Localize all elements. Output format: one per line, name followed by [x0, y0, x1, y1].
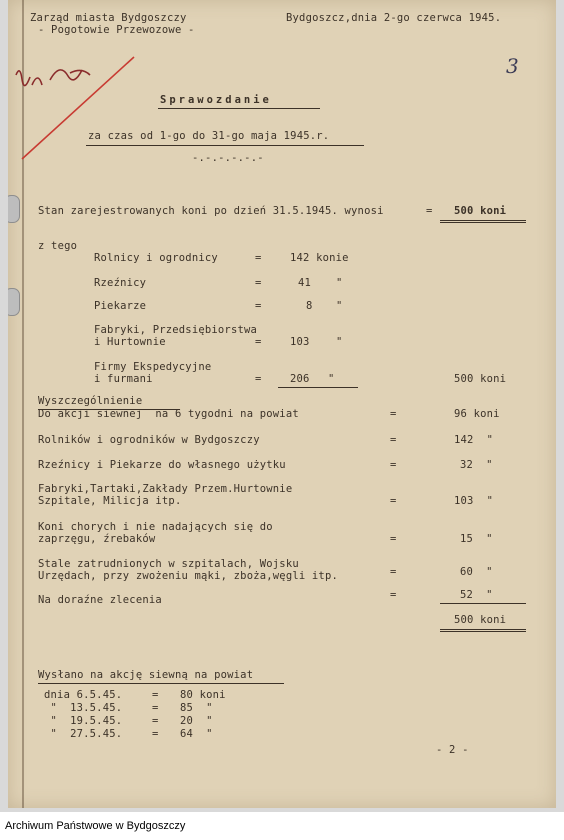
title-underline: [158, 108, 320, 109]
wyslano-heading: Wysłano na akcję siewną na powiat: [38, 669, 254, 681]
detail-value: 52 ": [460, 589, 493, 601]
row-value: 41: [298, 277, 312, 289]
stan-eq: =: [426, 205, 433, 217]
row-label-cont: i Hurtownie: [94, 336, 166, 348]
wyslano-underline: [38, 683, 284, 684]
document-title: Sprawozdanie: [160, 94, 272, 106]
z-tego-heading: z tego: [38, 240, 78, 252]
wyszczegolnienie-heading: Wyszczególnienie: [38, 395, 143, 407]
document-page: [8, 0, 556, 808]
detail-label: Koni chorych i nie nadających się do: [38, 521, 273, 533]
shipment-eq: =: [152, 728, 159, 740]
shipment-value: 85 ": [180, 702, 213, 714]
archive-footer: Archiwum Państwowe w Bydgoszczy: [0, 812, 564, 840]
row-eq: =: [255, 373, 262, 385]
ditto-mark: ": [336, 336, 343, 348]
detail-value: 32 ": [460, 459, 493, 471]
subtotal-underline: [278, 387, 358, 388]
detail-value: 142 ": [454, 434, 494, 446]
detail-label: Fabryki,Tartaki,Zakłady Przem.Hurtownie: [38, 483, 293, 495]
organization-unit: - Pogotowie Przewozowe -: [38, 24, 195, 36]
ditto-mark: ": [328, 373, 335, 385]
shipment-date: " 27.5.45.: [44, 728, 123, 740]
detail-eq: =: [390, 434, 397, 446]
handwritten-annotation: [10, 55, 140, 165]
shipment-value: 64 ": [180, 728, 213, 740]
shipment-date: " 19.5.45.: [44, 715, 123, 727]
page-number: - 2 -: [436, 744, 469, 756]
row-label: Piekarze: [94, 300, 147, 312]
row-label-cont: i furmani: [94, 373, 153, 385]
detail-eq: =: [390, 495, 397, 507]
shipment-value: 80 koni: [180, 689, 226, 701]
detail-label: Rolników i ogrodników w Bydgoszczy: [38, 434, 260, 446]
detail-label-cont: zaprzęgu, źrebaków: [38, 533, 156, 545]
shipment-date: " 13.5.45.: [44, 702, 123, 714]
row-value: 142 konie: [290, 252, 349, 264]
shipment-eq: =: [152, 702, 159, 714]
row-label: Fabryki, Przedsiębiorstwa: [94, 324, 258, 336]
ditto-mark: ": [336, 277, 343, 289]
document-subtitle: za czas od 1-go do 31-go maja 1945.r.: [88, 130, 330, 142]
document-date: Bydgoszcz,dnia 2-go czerwca 1945.: [286, 12, 502, 24]
row-eq: =: [255, 252, 262, 264]
stan-value: 500 koni: [454, 205, 507, 217]
shipment-eq: =: [152, 715, 159, 727]
row-eq: =: [255, 300, 262, 312]
detail-label-cont: Urzędach, przy zwożeniu mąki, zboża,węgli itp.: [38, 570, 338, 582]
stan-double-underline: [440, 220, 526, 223]
punch-hole: [8, 195, 20, 223]
detail-label: Rzeźnicy i Piekarze do własnego użytku: [38, 459, 286, 471]
total-double-underline: [440, 629, 526, 632]
punch-hole: [8, 288, 20, 316]
wyszczegolnienie-total: 500 koni: [454, 614, 507, 626]
total-underline: [440, 603, 526, 604]
subtitle-underline: [86, 145, 364, 146]
row-value: 206: [290, 373, 310, 385]
detail-eq: =: [390, 408, 397, 420]
detail-eq: =: [390, 566, 397, 578]
shipment-value: 20 ": [180, 715, 213, 727]
detail-label-cont: Szpitale, Milicja itp.: [38, 495, 182, 507]
row-label: Rzeźnicy: [94, 277, 147, 289]
detail-label: Do akcji siewnej na 6 tygodni na powiat: [38, 408, 299, 420]
shipment-date: dnia 6.5.45.: [44, 689, 123, 701]
detail-eq: =: [390, 589, 397, 601]
detail-eq: =: [390, 459, 397, 471]
page-mark: 3: [506, 54, 519, 78]
row-label: Rolnicy i ogrodnicy: [94, 252, 218, 264]
detail-value: 60 ": [460, 566, 493, 578]
detail-value: 15 ": [460, 533, 493, 545]
row-value: 103: [290, 336, 310, 348]
row-value: 8: [306, 300, 313, 312]
row-eq: =: [255, 336, 262, 348]
row-eq: =: [255, 277, 262, 289]
shipment-eq: =: [152, 689, 159, 701]
detail-eq: =: [390, 533, 397, 545]
row-label: Firmy Ekspedycyjne: [94, 361, 212, 373]
detail-label: Na doraźne zlecenia: [38, 594, 162, 606]
stan-label: Stan zarejestrowanych koni po dzień 31.5.1945. wynosi: [38, 205, 384, 217]
detail-value: 103 ": [454, 495, 494, 507]
z-tego-total: 500 koni: [454, 373, 507, 385]
ditto-mark: ": [336, 300, 343, 312]
organization-name: Zarząd miasta Bydgoszczy: [30, 12, 187, 24]
separator: -.-.-.-.-.-: [192, 152, 264, 164]
detail-value: 96 koni: [454, 408, 500, 420]
detail-label: Stale zatrudnionych w szpitalach, Wojsku: [38, 558, 299, 570]
